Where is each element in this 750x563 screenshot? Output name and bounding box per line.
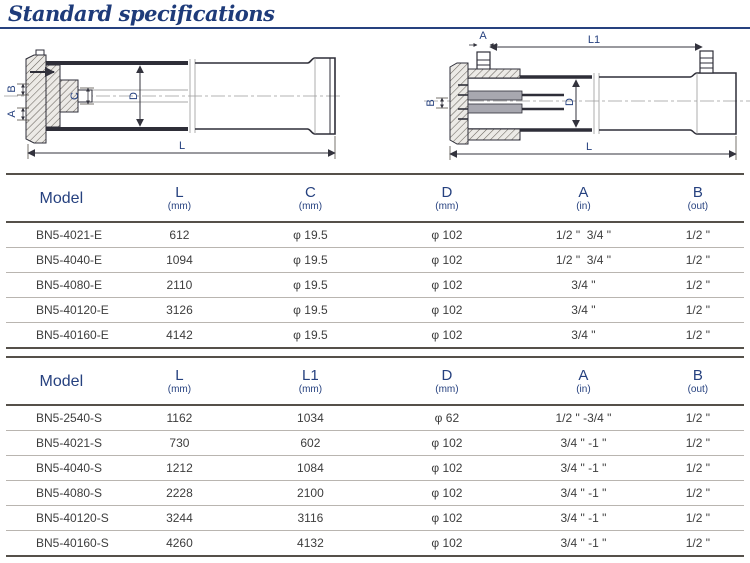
cell-b: 1/2 " bbox=[652, 506, 744, 531]
cell-l: 612 bbox=[169, 228, 190, 242]
cell-d: φ 102 bbox=[379, 273, 516, 298]
col-unit: (out) bbox=[687, 383, 709, 395]
col-unit: (mm) bbox=[298, 200, 323, 212]
header-row bbox=[6, 357, 744, 405]
dim-label-b: B bbox=[425, 99, 437, 107]
cell-b: 1/2 " bbox=[652, 481, 744, 506]
col-unit: (mm) bbox=[435, 200, 459, 212]
cell-l: 2228 bbox=[117, 481, 242, 506]
dim-label-d: D bbox=[564, 98, 576, 106]
col-unit: (in) bbox=[576, 200, 591, 212]
dim-label-c: C bbox=[69, 92, 81, 100]
col-unit: (mm) bbox=[435, 383, 459, 395]
cell-a: 3/4 " -1 " bbox=[515, 506, 652, 531]
dim-label-l1: L1 bbox=[587, 34, 601, 46]
spec-row bbox=[6, 248, 744, 273]
cell-d: φ 102 bbox=[379, 531, 516, 557]
cell-model: BN5-40120-S bbox=[6, 506, 117, 531]
dimension-d bbox=[564, 80, 576, 127]
cell-model: BN5-40120-E bbox=[6, 298, 117, 323]
cell-a: 3/4 " -1 " bbox=[515, 431, 652, 456]
col-label: D bbox=[441, 366, 453, 384]
spec-row bbox=[6, 481, 744, 506]
page-header bbox=[0, 0, 750, 29]
cell-d: φ 102 bbox=[379, 481, 516, 506]
cell-l1: 3116 bbox=[242, 506, 379, 531]
cell-l: 1094 bbox=[117, 248, 242, 273]
col-unit: (in) bbox=[576, 383, 591, 395]
col-label: C bbox=[304, 183, 316, 201]
cell-l1: 1084 bbox=[242, 456, 379, 481]
col-header-l1 bbox=[242, 357, 379, 405]
header-row bbox=[6, 174, 744, 222]
col-unit: (mm) bbox=[167, 200, 192, 212]
cell-b: 1/2 " bbox=[652, 531, 744, 557]
cell-model: BN5-4080-S bbox=[6, 481, 117, 506]
technical-drawings bbox=[0, 29, 750, 172]
cell-model: BN5-4021-E bbox=[36, 228, 103, 242]
spec-row bbox=[6, 506, 744, 531]
col-header-b bbox=[652, 357, 744, 405]
dimension-l1 bbox=[490, 34, 702, 47]
cell-l1: 602 bbox=[242, 431, 379, 456]
cell-a: 1/2 " -3/4 " bbox=[555, 411, 612, 425]
col-unit: (out) bbox=[687, 200, 709, 212]
cell-l: 730 bbox=[117, 431, 242, 456]
spec-row bbox=[6, 323, 744, 349]
cylinder-body bbox=[468, 73, 736, 134]
cell-model: BN5-40160-S bbox=[6, 531, 117, 557]
col-header-a bbox=[515, 174, 652, 222]
col-label: Model bbox=[39, 372, 84, 390]
cell-model: BN5-4080-E bbox=[6, 273, 117, 298]
cell-c: φ 19.5 bbox=[242, 273, 379, 298]
cell-l1: 1034 bbox=[297, 411, 324, 425]
dimension-l bbox=[28, 136, 335, 159]
cell-d: φ 102 bbox=[379, 431, 516, 456]
spec-row bbox=[6, 531, 744, 557]
cell-l1: 4132 bbox=[242, 531, 379, 557]
col-label: A bbox=[578, 366, 589, 384]
cell-d: φ 102 bbox=[379, 323, 516, 349]
col-header-b bbox=[652, 174, 744, 222]
cell-a: 1/2 " 3/4 " bbox=[555, 228, 612, 242]
cell-a: 3/4 " -1 " bbox=[515, 531, 652, 557]
col-header-d bbox=[379, 174, 516, 222]
cell-b: 1/2 " bbox=[652, 273, 744, 298]
cell-l: 1162 bbox=[166, 411, 193, 425]
cell-a: 1/2 " 3/4 " bbox=[515, 248, 652, 273]
cell-l: 4142 bbox=[117, 323, 242, 349]
col-header-d bbox=[379, 357, 516, 405]
drawing-s-type bbox=[424, 29, 750, 169]
cell-model: BN5-4021-S bbox=[6, 431, 117, 456]
cell-d: φ 102 bbox=[379, 248, 516, 273]
cell-l: 2110 bbox=[117, 273, 242, 298]
cell-d: φ 62 bbox=[434, 411, 460, 425]
spec-row bbox=[6, 431, 744, 456]
cell-c: φ 19.5 bbox=[293, 228, 328, 242]
col-unit: (mm) bbox=[298, 383, 323, 395]
cell-d: φ 102 bbox=[379, 506, 516, 531]
col-label: L1 bbox=[302, 366, 319, 384]
dim-label-a: A bbox=[479, 30, 487, 42]
col-label: B bbox=[692, 366, 703, 384]
cell-b: 1/2 " bbox=[652, 431, 744, 456]
cell-b: 1/2 " bbox=[652, 248, 744, 273]
col-label: D bbox=[441, 183, 453, 201]
spec-row bbox=[6, 222, 744, 248]
cell-l1: 2100 bbox=[242, 481, 379, 506]
dim-label-b: B bbox=[6, 85, 18, 93]
cell-l: 3244 bbox=[117, 506, 242, 531]
cell-a: 3/4 " -1 " bbox=[515, 456, 652, 481]
col-header-c bbox=[242, 174, 379, 222]
cell-a: 3/4 " bbox=[515, 273, 652, 298]
cell-l: 1212 bbox=[117, 456, 242, 481]
col-label: A bbox=[578, 183, 589, 201]
cell-model: BN5-2540-S bbox=[36, 411, 103, 425]
spec-row bbox=[6, 405, 744, 431]
col-unit: (mm) bbox=[167, 383, 192, 395]
dim-label-l: L bbox=[178, 140, 186, 152]
col-label: Model bbox=[39, 189, 84, 207]
cell-b: 1/2 " bbox=[652, 456, 744, 481]
outlet-port bbox=[700, 51, 713, 73]
dim-label-d: D bbox=[128, 92, 140, 100]
dimension-b bbox=[425, 98, 448, 108]
cell-b: 1/2 " bbox=[652, 298, 744, 323]
cell-c: φ 19.5 bbox=[242, 248, 379, 273]
dimension-a bbox=[469, 30, 498, 45]
cell-a: 3/4 " -1 " bbox=[515, 481, 652, 506]
cell-l: 3126 bbox=[117, 298, 242, 323]
col-label: L bbox=[175, 183, 184, 201]
cell-b: 1/2 " bbox=[652, 323, 744, 349]
dimension-d bbox=[128, 66, 140, 126]
cell-d: φ 102 bbox=[379, 298, 516, 323]
cell-l: 4260 bbox=[117, 531, 242, 557]
cell-model: BN5-4040-S bbox=[6, 456, 117, 481]
col-header-l bbox=[117, 357, 242, 405]
cell-a: 3/4 " bbox=[515, 298, 652, 323]
dim-label-l: L bbox=[585, 141, 593, 153]
col-header-model bbox=[6, 357, 117, 405]
page-title: Standard specifications bbox=[8, 1, 275, 26]
spec-table-s-series bbox=[6, 356, 744, 557]
cell-b: 1/2 " bbox=[685, 228, 710, 242]
cell-d: φ 102 bbox=[431, 228, 463, 242]
cell-model: BN5-40160-E bbox=[6, 323, 117, 349]
col-header-a bbox=[515, 357, 652, 405]
cell-a: 3/4 " bbox=[515, 323, 652, 349]
cell-c: φ 19.5 bbox=[242, 298, 379, 323]
spec-row bbox=[6, 298, 744, 323]
end-cap bbox=[450, 63, 564, 144]
spec-row bbox=[6, 456, 744, 481]
col-label: L bbox=[175, 366, 184, 384]
dim-label-a: A bbox=[6, 110, 18, 118]
cell-d: φ 102 bbox=[379, 456, 516, 481]
cell-model: BN5-4040-E bbox=[6, 248, 117, 273]
spec-row bbox=[6, 273, 744, 298]
col-header-l bbox=[117, 174, 242, 222]
col-header-model bbox=[6, 174, 117, 222]
cell-c: φ 19.5 bbox=[242, 323, 379, 349]
drawing-e-type bbox=[4, 32, 340, 168]
col-label: B bbox=[692, 183, 703, 201]
spec-table-e-series bbox=[6, 173, 744, 349]
cell-b: 1/2 " bbox=[685, 411, 710, 425]
